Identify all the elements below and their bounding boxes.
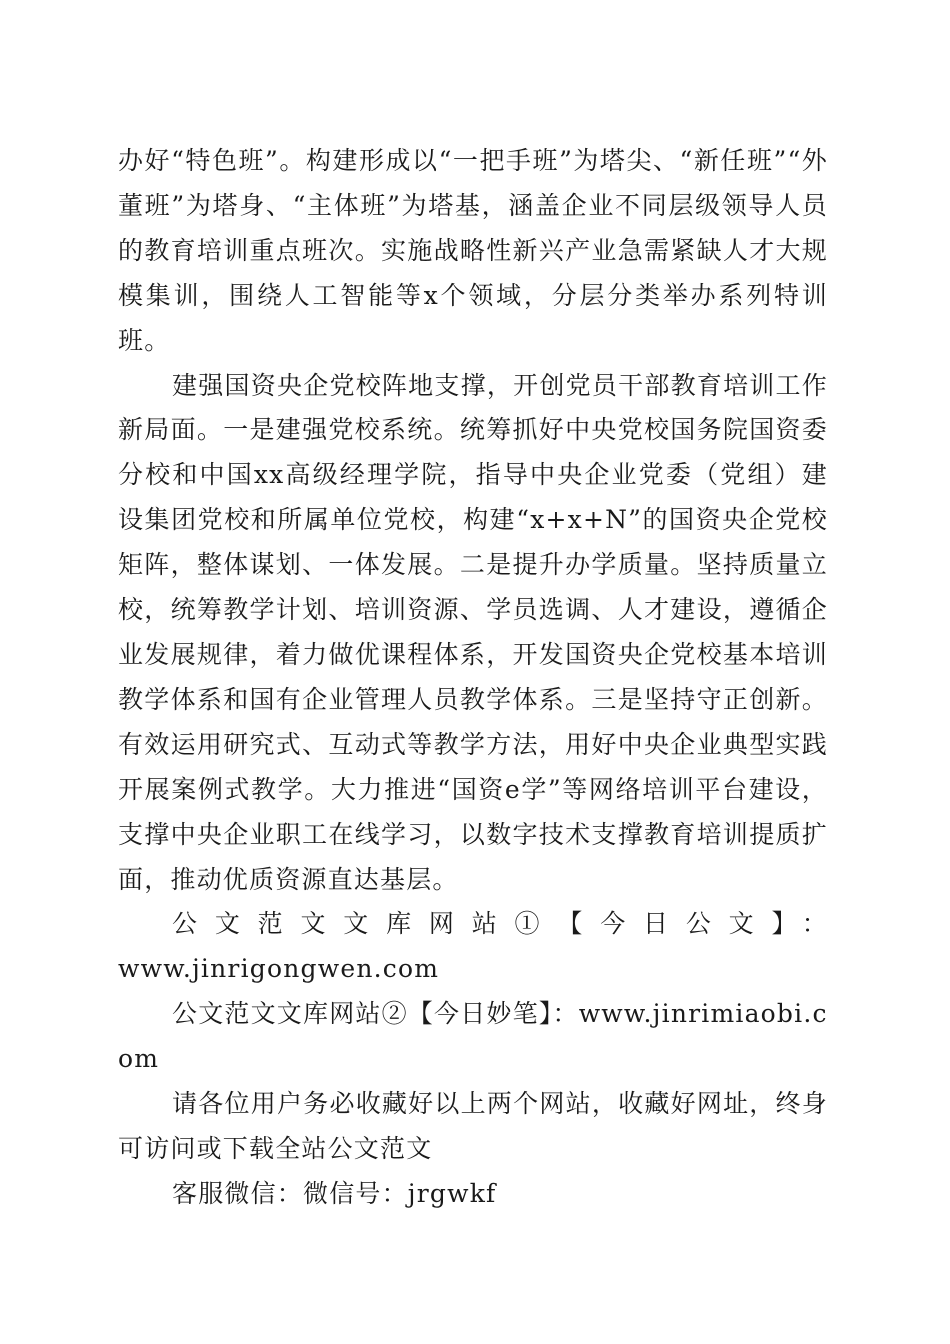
bookmark-notice: 请各位用户务必收藏好以上两个网站，收藏好网址，终身可访问或下载全站公文范文 bbox=[118, 1089, 828, 1163]
site2-line: 公文范文文库网站②【今日妙笔】：www.jinrimiaobi.com bbox=[118, 999, 828, 1074]
document-body bbox=[118, 139, 828, 1217]
customer-service-wechat: 客服微信：微信号：jrgwkf bbox=[172, 1178, 497, 1208]
site1-label: 公文范文文库网站①【今日公文】： bbox=[172, 909, 828, 939]
paragraph-special-classes: 办好“特色班”。构建形成以“一把手班”为塔尖、“新任班”“外董班”为塔身、“主体班”为塔基，涵盖企业不同层级领导人员的教育培训重点班次。实施战略性新兴产业急需紧缺人才大规模集训，围绕人工智能等x个领域，分层分类举办系列特训班。 bbox=[118, 146, 828, 355]
paragraph-party-school: 建强国资央企党校阵地支撑，开创党员干部教育培训工作新局面。一是建强党校系统。统筹抓好中央党校国务院国资委分校和中国xx高级经理学院，指导中央企业党委（党组）建设集团党校和所属单位党校，构建“x+x+N”的国资央企党校矩阵，整体谋划、一体发展。二是提升办学质量。坚持质量立校，统筹教学计划、培训资源、学员选调、人才建设，遵循企业发展规律，着力做优课程体系，开发国资央企党校基本培训教学体系和国有企业管理人员教学体系。三是坚持守正创新。有效运用研究式、互动式等教学方法，用好中央企业典型实践开展案例式教学。大力推进“国资e学”等网络培训平台建设，支撑中央企业职工在线学习，以数字技术支撑教育培训提质扩面，推动优质资源直达基层。 bbox=[118, 370, 828, 894]
site1-url: www.jinrigongwen.com bbox=[118, 954, 440, 984]
